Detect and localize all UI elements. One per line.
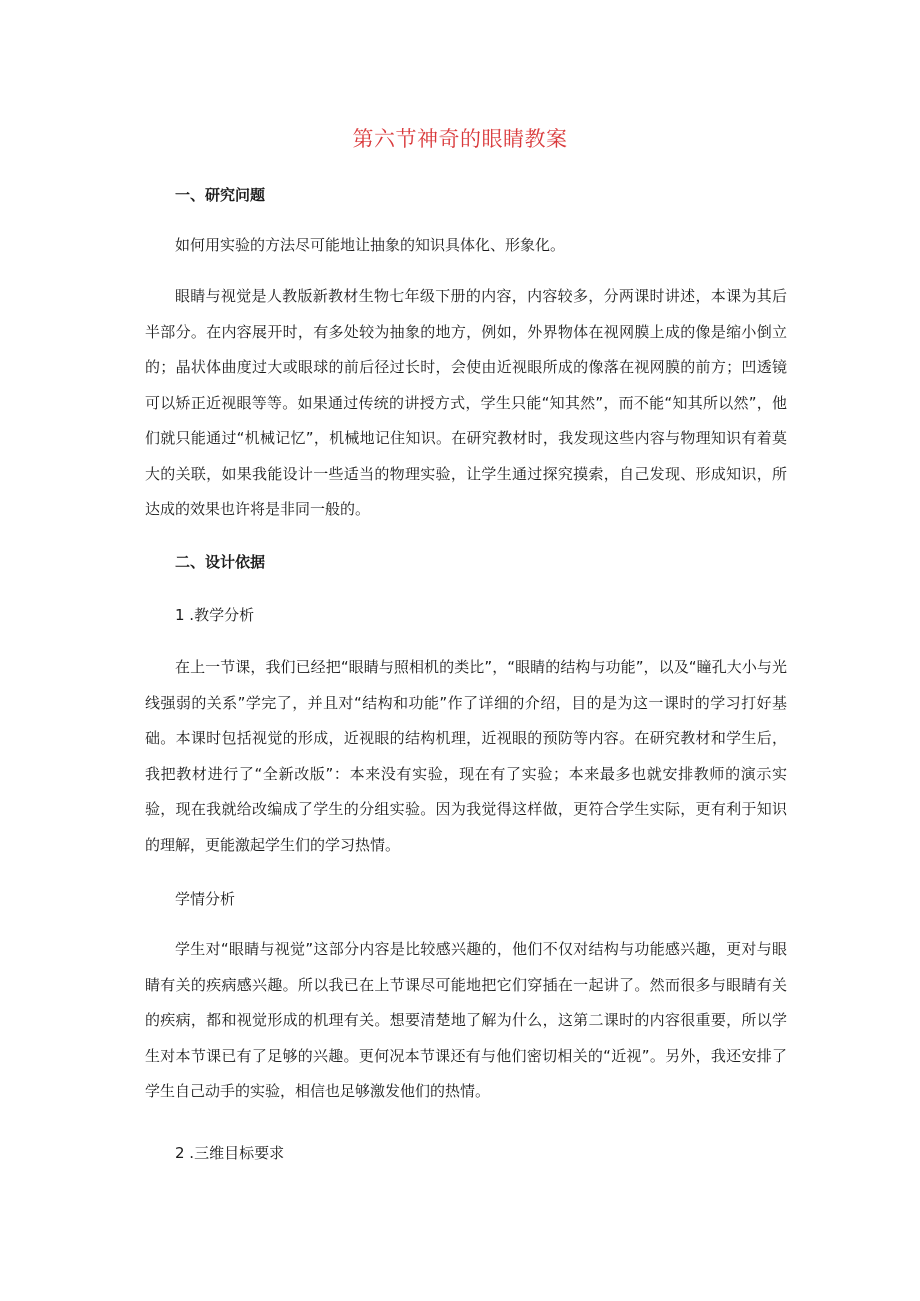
teaching-analysis-paragraph: 在上一节课，我们已经把“眼睛与照相机的类比”，“眼睛的结构与功能”，以及“瞳孔大小与光线强弱的关系”学完了，并且对“结构和功能”作了详细的介绍，目的是为这一课时的学习打好基础。本课时包括视觉的形成，近视眼的结构机理，近视眼的预防等内容。在研究教材和学生后，我把教材进行了“全新改版”：本来没有实验，现在有了实验；本来最多也就安排教师的演示实验，现在我就给改编成了学生的分组实验。因为我觉得这样做，更符合学生实际，更有利于知识的理解，更能激起学生们的学习热情。: [145, 658, 787, 854]
subheading-student-analysis: 学情分析: [175, 890, 236, 908]
student-analysis-paragraph: 学生对“眼睛与视觉”这部分内容是比较感兴趣的，他们不仅对结构与功能感兴趣，更对与眼睛有关的疾病感兴趣。所以我已在上节课尽可能地把它们穿插在一起讲了。然而很多与眼睛有关的疾病，都和视觉形成的机理有关。想要清楚地了解为什么，这第二课时的内容很重要，所以学生对本节课已有了足够的兴趣。更何况本节课还有与他们密切相关的“近视”。另外，我还安排了学生自己动手的实验，相信也足够激发他们的热情。: [145, 940, 787, 1100]
research-background-paragraph: 眼睛与视觉是人教版新教材生物七年级下册的内容，内容较多，分两课时讲述，本课为其后半部分。在内容展开时，有多处较为抽象的地方，例如，外界物体在视网膜上成的像是缩小倒立的；晶状体曲度过大或眼球的前后径过长时，会使由近视眼所成的像落在视网膜的前方；凹透镜可以矫正近视眼等等。如果通过传统的讲授方式，学生只能“知其然”，而不能“知其所以然”，他们就只能通过“机械记忆”，机械地记住知识。在研究教材时，我发现这些内容与物理知识有着莫大的关联，如果我能设计一些适当的物理实验，让学生通过探究摸索，自己发现、形成知识，所达成的效果也许将是非同一般的。: [145, 287, 787, 518]
subheading-three-dimensional-goals: 2 .三维目标要求: [175, 1144, 285, 1162]
research-question-text: 如何用实验的方法尽可能地让抽象的知识具体化、形象化。: [175, 236, 566, 254]
subheading-teaching-analysis: 1 .教学分析: [175, 606, 255, 624]
section-heading-research-question: 一、研究问题: [175, 186, 266, 204]
document-title: 第六节神奇的眼睛教案: [352, 127, 568, 151]
section-heading-design-basis: 二、设计依据: [175, 553, 266, 571]
